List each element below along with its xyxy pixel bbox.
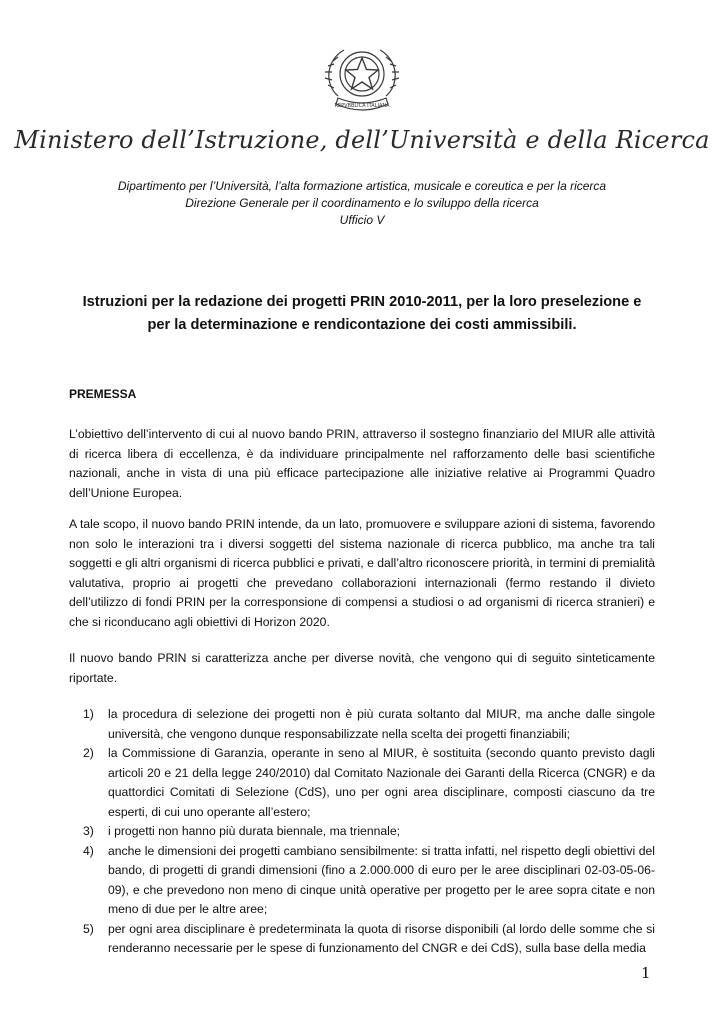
emblem-ribbon-text: REPVBBLICA ITALIANA	[334, 103, 390, 109]
novelty-list	[69, 705, 655, 959]
list-item	[69, 705, 655, 744]
list-item-text: la procedura di selezione dei progetti non è più curata soltanto dal MIUR, ma anche dalle singole università, che vengono dunque responsabilizzate nella scelta dei progetti finanziabili;	[108, 707, 655, 741]
paragraph: L’obiettivo dell’intervento di cui al nuovo bando PRIN, attraverso il sostegno finanziario del MIUR alle attività di ricerca libera di eccellenza, è da individuare principalmente nel rafforzamento delle basi scientifiche nazionali, anche in vista di una più efficace partecipazione alle iniziative relative ai Programmi Quadro dell’Unione Europea.	[69, 427, 655, 500]
list-item-number: 2)	[83, 746, 94, 760]
list-item-number: 5)	[83, 921, 94, 936]
list-item	[69, 842, 655, 920]
ministry-name: Ministero dell’Istruzione, dell’Università e della Ricerca	[14, 126, 710, 154]
list-item	[69, 920, 655, 959]
list-item-number: 3)	[83, 824, 94, 838]
list-item-text: i progetti non hanno più durata biennale, ma triennale;	[108, 824, 401, 838]
page-number: 1	[641, 964, 651, 982]
document-title-line-1: Istruzioni per la redazione dei progetti PRIN 2010-2011, per la loro preselezione e	[82, 294, 642, 310]
section-heading: PREMESSA	[69, 387, 137, 401]
paragraph: A tale scopo, il nuovo bando PRIN intende, da un lato, promuovere e sviluppare azioni di sistema, favorendo non solo le interazioni tra i diversi soggetti del sistema nazionale di ricerca pubblico, ma anche tra tali soggetti e gli altri organismi di ricerca pubblici e privati, e dall’altro riconoscere priorità, in termini di premialità valutativa, proprio ai progetti che prevedano collaborazioni internazionali (fermo restando il divieto dell’utilizzo di fondi PRIN per la corresponsione di compensi a studiosi o ad organismi di ricerca stranieri) e che si riconducano agli obiettivi di Horizon 2020.	[69, 517, 655, 629]
document-title-line-2: per la determinazione e rendicontazione dei costi ammissibili.	[147, 317, 577, 333]
italian-republic-emblem-icon	[322, 44, 402, 120]
list-item	[69, 744, 655, 822]
directorate-line: Direzione Generale per il coordinamento e lo sviluppo della ricerca	[185, 196, 539, 210]
list-item-number: 1)	[83, 707, 94, 721]
list-item-text: la Commissione di Garanzia, operante in seno al MIUR, è sostituita (secondo quanto previsto dagli articoli 20 e 21 della legge 240/2010) dal Comitato Nazionale dei Garanti della Ricerca (CNGR) e da quattordici Comitati di Selezione (CdS), uno per ogni area disciplinare, composti ciascuno da tre esperti, di cui uno operante all’estero;	[108, 746, 655, 819]
office-line: Ufficio V	[339, 213, 385, 227]
list-item	[69, 822, 655, 842]
list-item-text: per ogni area disciplinare è predeterminata la quota di risorse disponibili (al lordo delle somme che si renderanno necessarie per le spese di funzionamento del CNGR e dei CdS), sulla base della media	[108, 921, 655, 955]
list-item-number: 4)	[83, 843, 94, 858]
department-line: Dipartimento per l’Università, l’alta formazione artistica, musicale e coreutica e per la ricerca	[117, 179, 607, 193]
paragraph: Il nuovo bando PRIN si caratterizza anche per diverse novità, che vengono qui di seguito sinteticamente riportate.	[69, 651, 655, 685]
list-item-text: anche le dimensioni dei progetti cambiano sensibilmente: si tratta infatti, nel rispetto degli obiettivi del bando, di progetti di grandi dimensioni (fino a 2.000.000 di euro per le aree disciplinari 02-03-05-06-09), e che prevedono non meno di cinque unità operative per progetto per le aree sopra citate e non meno di due per le altre aree;	[108, 843, 655, 916]
